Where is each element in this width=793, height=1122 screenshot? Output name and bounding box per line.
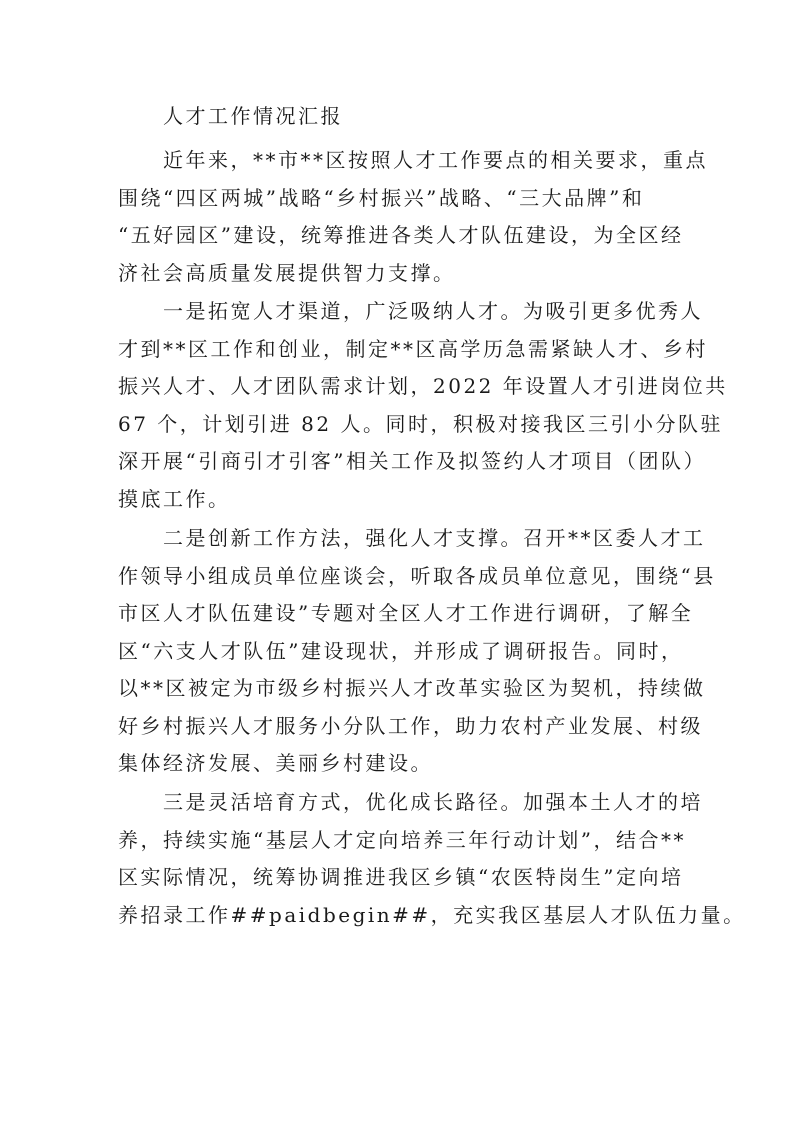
text-line: 三是灵活培育方式，优化成长路径。加强本土人才的培 [163,790,703,814]
paragraph-training [118,784,746,934]
text-line: 养，持续实施“基层人才定向培养三年行动计划”，结合** [118,827,686,852]
text-line: 围绕“四区两城”战略“乡村振兴”战略、“三大品牌”和 [118,185,645,210]
paragraph-work-methods [118,520,716,783]
paragraph-intro [118,142,708,292]
text-line: 区“六支人才队伍”建设现状，并形成了调研报告。同时， [118,638,684,663]
text-line: 集体经济发展、美丽乡村建设。 [118,751,433,775]
text-line: 一是拓宽人才渠道，广泛吸纳人才。为吸引更多优秀人 [163,299,703,323]
text-line: “五好园区”建设，统筹推进各类人才队伍建设，为全区经 [118,223,684,247]
paragraph-talent-channels [118,293,728,518]
text-line: 才到**区工作和创业，制定**区高学历急需紧缺人才、乡村 [118,336,708,361]
text-line: 以**区被定为市级乡村振兴人才改革实验区为契机，持续做 [118,676,706,700]
document-title: 人才工作情况汇报 [163,104,343,128]
text-line: 振兴人才、人才团队需求计划，2022 年设置人才引进岗位共 [118,374,728,398]
text-line: 市区人才队伍建设”专题对全区人才工作进行调研，了解全 [118,601,694,625]
text-line: 近年来，**市**区按照人才工作要点的相关要求，重点 [163,148,708,172]
text-line: 摸底工作。 [118,486,231,511]
text-line: 二是创新工作方法，强化人才支撑。召开**区委人才工 [163,526,706,550]
text-line: 作领导小组成员单位座谈会，听取各成员单位意见，围绕“县 [118,563,716,588]
text-line: 养招录工作##paidbegin##，充实我区基层人才队伍力量。 [118,902,746,927]
text-line: 好乡村振兴人才服务小分队工作，助力农村产业发展、村级 [118,713,703,738]
text-line: 67 个，计划引进 82 人。同时，积极对接我区三引小分队驻 [118,411,723,436]
text-line: 深开展“引商引才引客”相关工作及拟签约人才项目（团队） [118,449,706,473]
text-line: 济社会高质量发展提供智力支撑。 [118,260,456,285]
text-line: 区实际情况，统筹协调推进我区乡镇“农医特岗生”定向培 [118,865,684,889]
